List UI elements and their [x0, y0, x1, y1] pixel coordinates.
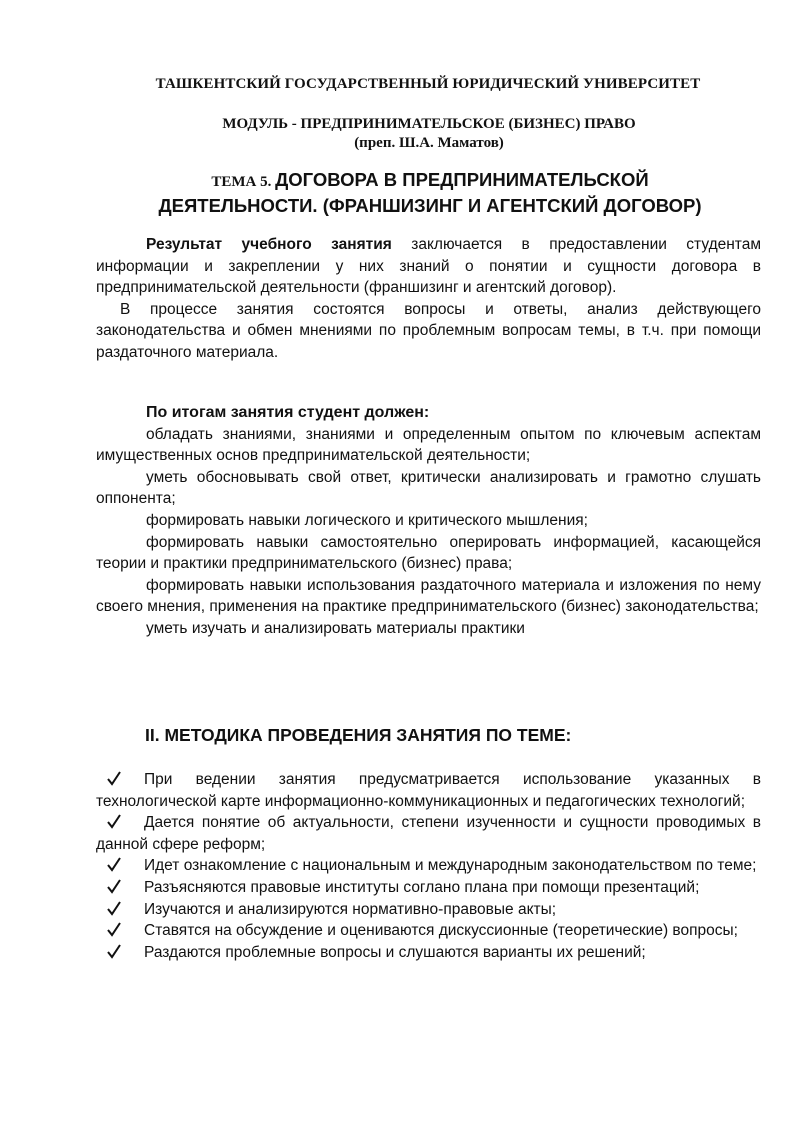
- outcome-item: формировать навыки использования раздаточного материала и изложения по нему своего мнения, применения на практике предпринимательского (бизнес) законодательства;: [96, 576, 761, 616]
- methodology-item-text: При ведении занятия предусматривается использование указанных в технологической карте информационно-коммуникационных и педагогических технологий;: [96, 771, 761, 810]
- outcome-item: формировать навыки самостоятельно оперировать информацией, касающейся теории и практики предпринимательского (бизнес) права;: [96, 533, 761, 573]
- methodology-item-text: Дается понятие об актуальности, степени изученности и сущности проводимых в данной сфере реформ;: [96, 814, 761, 853]
- university-name: ТАШКЕНТСКИЙ ГОСУДАРСТВЕННЫЙ ЮРИДИЧЕСКИЙ УНИВЕРСИТЕТ: [155, 76, 701, 92]
- methodology-item-text: Ставятся на обсуждение и оцениваются дискуссионные (теоретические) вопросы;: [144, 922, 738, 940]
- checkmark-icon: [106, 942, 124, 962]
- checkmark-icon: [106, 899, 124, 919]
- checkmark-icon: [106, 769, 124, 789]
- checkmark-icon: [106, 877, 124, 897]
- methodology-item: [96, 920, 761, 942]
- methodology-item: [96, 769, 761, 812]
- checkmark-icon: [106, 920, 124, 940]
- methodology-heading: II. МЕТОДИКА ПРОВЕДЕНИЯ ЗАНЯТИЯ ПО ТЕМЕ:: [145, 725, 572, 745]
- result-paragraph: [96, 234, 761, 299]
- topic-heading: [140, 168, 720, 217]
- outcomes-section: [96, 402, 761, 640]
- topic-prefix: ТЕМА 5.: [211, 174, 276, 190]
- methodology-item: [96, 899, 761, 921]
- result-lead: Результат учебного занятия: [146, 236, 392, 253]
- teacher-name: (преп. Ш.А. Маматов): [354, 135, 504, 151]
- module-title: МОДУЛЬ - ПРЕДПРИНИМАТЕЛЬСКОЕ (БИЗНЕС) ПРАВО: [222, 116, 636, 132]
- methodology-item-text: Раздаются проблемные вопросы и слушаются варианты их решений;: [144, 943, 646, 961]
- outcomes-heading: По итогам занятия студент должен:: [146, 404, 430, 421]
- methodology-item: [96, 942, 761, 964]
- outcome-item: уметь обосновывать свой ответ, критически анализировать и грамотно слушать оппонента;: [96, 468, 761, 508]
- result-section: [96, 234, 761, 364]
- methodology-item-text: Идет ознакомление с национальным и международным законодательством по теме;: [144, 857, 757, 875]
- checkmark-icon: [106, 812, 124, 832]
- outcome-item: формировать навыки логического и критического мышления;: [146, 511, 588, 529]
- methodology-list: [96, 769, 761, 963]
- methodology-item: [96, 877, 761, 899]
- checkmark-icon: [106, 855, 124, 875]
- methodology-item: [96, 812, 761, 855]
- methodology-item-text: Изучаются и анализируются нормативно-правовые акты;: [144, 900, 557, 918]
- outcome-item: уметь изучать и анализировать материалы практики: [146, 619, 525, 637]
- methodology-item: [96, 855, 761, 877]
- result-text: заключается в предоставлении студентам информации и закреплении у них знаний о понятии и сущности договора в предпринимательской деятельности (франшизинг и агентский договор).: [96, 236, 761, 297]
- process-paragraph: В процессе занятия состоятся вопросы и ответы, анализ действующего законодательства и обмен мнениями по проблемным вопросам темы, в т.ч. при помощи раздаточного материала.: [96, 300, 761, 361]
- outcome-item: обладать знаниями, знаниями и определенным опытом по ключевым аспектам имущественных основ предпринимательской деятельности;: [96, 425, 761, 465]
- methodology-item-text: Разъясняются правовые институты соглано плана при помощи презентаций;: [144, 878, 700, 896]
- topic-title: ДОГОВОРА В ПРЕДПРИНИМАТЕЛЬСКОЙ ДЕЯТЕЛЬНОСТИ. (ФРАНШИЗИНГ И АГЕНТСКИЙ ДОГОВОР): [158, 169, 702, 216]
